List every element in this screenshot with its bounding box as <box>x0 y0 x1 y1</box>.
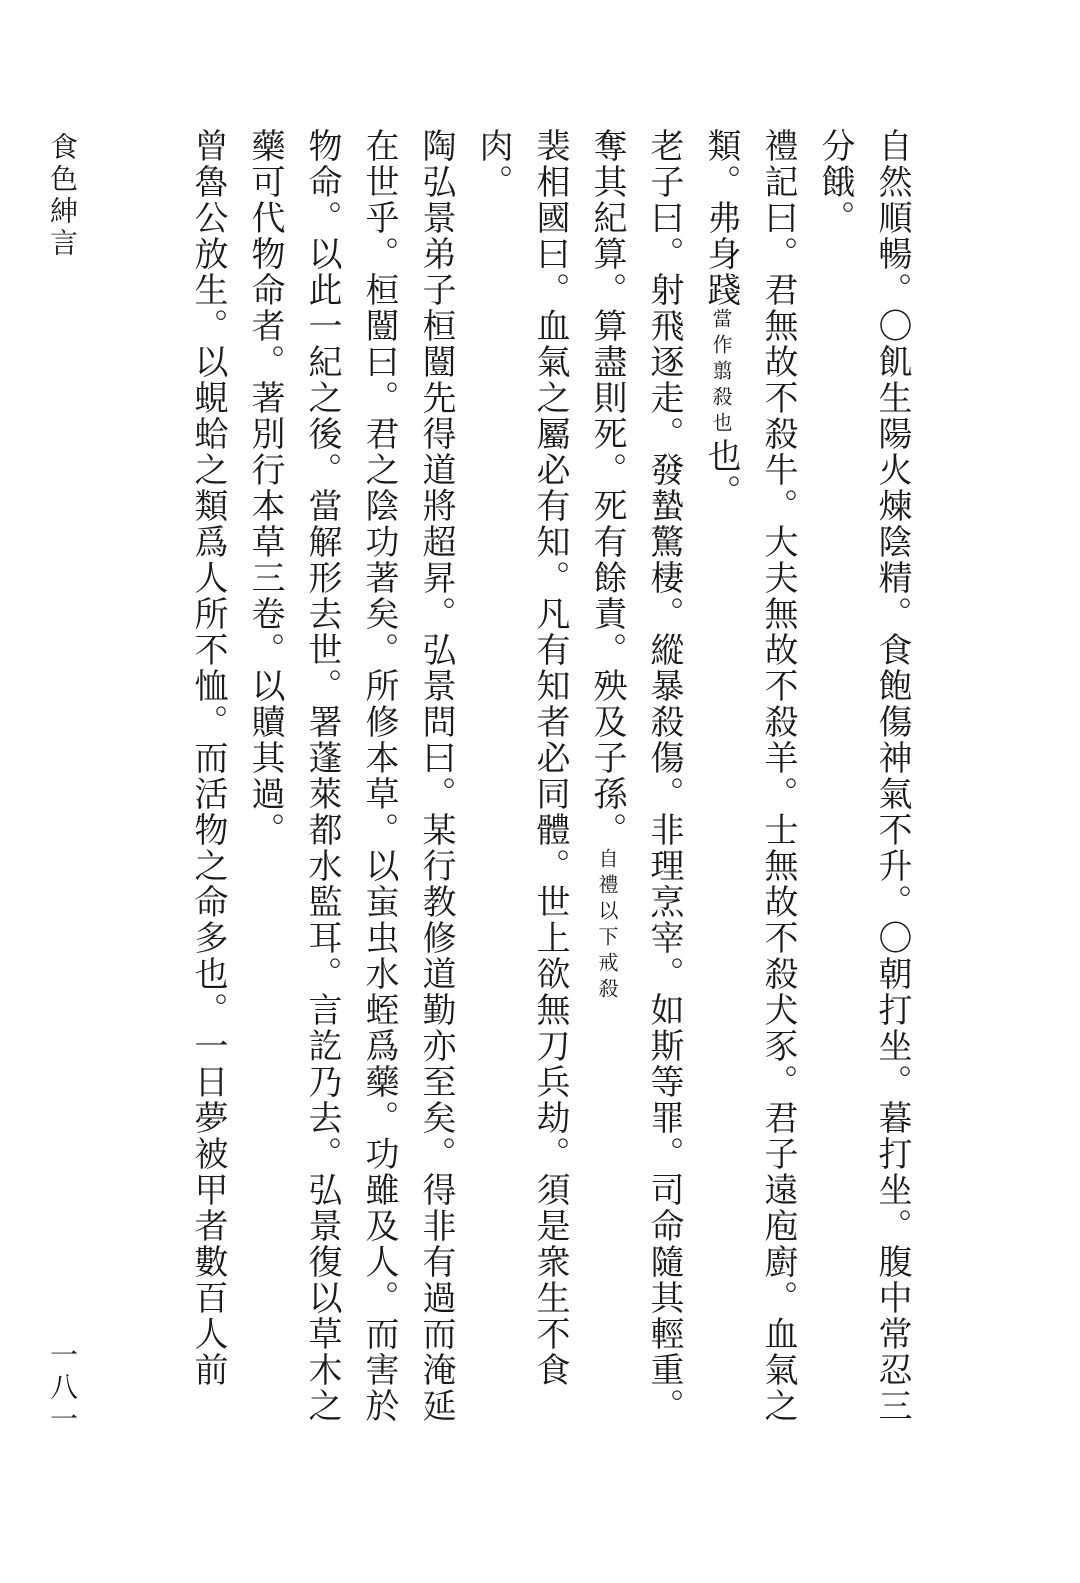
paragraph-text: 老子曰。射飛逐走。發蟄驚棲。縱暴殺傷。非理烹宰。如斯等罪。司命隨其輕重。奪其紀算。算盡則死。死有餘責。殃及子孫。 <box>587 128 684 1424</box>
paragraph-4 <box>464 128 578 1448</box>
paragraph-text: 禮記曰。君無故不殺牛。大夫無故不殺羊。士無故不殺犬豕。君子遠庖廚。血氣之類。弗身踐 <box>701 128 798 1424</box>
paragraph-1 <box>806 128 920 1448</box>
paragraph-text: 裴相國曰。血氣之屬必有知。凡有知者必同體。世上欲無刀兵劫。須是衆生不食肉。 <box>473 128 570 1388</box>
page-number: 一八一 <box>46 1340 79 1436</box>
main-text-block <box>180 128 920 1448</box>
paragraph-text-continued: 也。 <box>701 438 741 510</box>
paragraph-2 <box>692 128 806 1448</box>
running-title: 食色紳言 <box>46 132 79 260</box>
paragraph-text: 陶弘景弟子桓闓先得道將超昇。弘景問曰。某行教修道勤亦至矣。得非有過而淹延在世乎。桓闓曰。君之陰功著矣。所修本草。以䖟虫水蛭爲藥。功雖及人。而害於物命。以此一紀之後。當解形去世。署蓬萊都水監耳。言訖乃去。弘景復以草木之藥可代物命者。著別行本草三卷。以贖其過。 <box>245 128 456 1424</box>
paragraph-5 <box>236 128 464 1448</box>
paragraph-3 <box>578 128 692 1448</box>
inline-annotation: 當作翦殺也 <box>709 308 733 438</box>
inline-annotation: 自禮以下戒殺 <box>595 848 619 1004</box>
paragraph-text: 自然順暢。〇飢生陽火煉陰精。食飽傷神氣不升。〇朝打坐。暮打坐。腹中常忍三分餓。 <box>815 128 912 1424</box>
paragraph-6 <box>180 128 236 1448</box>
paragraph-text: 曾魯公放生。以蜆蛤之類爲人所不恤。而活物之命多也。一日夢被甲者數百人前 <box>188 128 228 1388</box>
